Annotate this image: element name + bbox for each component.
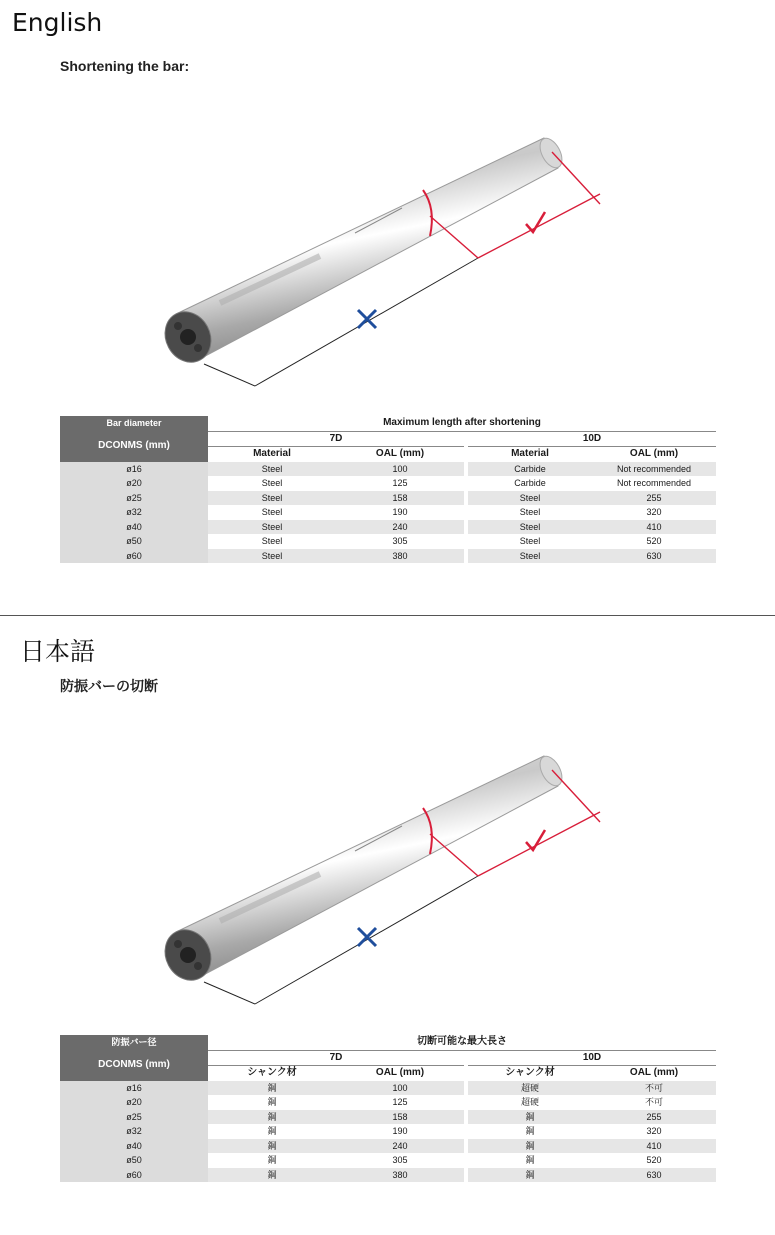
material-cell: 超硬 (468, 1081, 592, 1096)
group-7d-header: 7D (208, 1050, 464, 1066)
diameter-cell: ø20 (60, 476, 208, 491)
table-row (60, 462, 716, 477)
section-japanese (0, 616, 775, 1235)
diameter-cell: ø50 (60, 1153, 208, 1168)
oal-cell: 410 (592, 1139, 716, 1154)
spec-table (60, 1035, 716, 1182)
oal-cell: Not recommended (616, 478, 692, 488)
oal-cell: 320 (646, 507, 662, 517)
diameter-cell: ø16 (60, 462, 208, 477)
material-cell: Steel (261, 536, 283, 546)
material-header: Material (511, 448, 549, 459)
oal-cell: Not recommended (592, 462, 716, 477)
oal-cell: 320 (646, 1126, 662, 1136)
material-cell: Steel (261, 507, 283, 517)
material-cell: 鋼 (525, 1155, 535, 1165)
oal-cell: 240 (336, 1139, 464, 1154)
diameter-cell: ø25 (60, 491, 208, 506)
table-row (60, 491, 716, 506)
oal-cell: 不可 (592, 1081, 716, 1096)
material-cell: Steel (468, 491, 592, 506)
diameter-cell: ø32 (60, 1124, 208, 1139)
material-cell: 鋼 (468, 1168, 592, 1183)
material-cell: 鋼 (267, 1155, 277, 1165)
oal-cell: 240 (336, 520, 464, 535)
oal-cell: 520 (646, 1155, 662, 1165)
table-row (60, 1081, 716, 1096)
oal-header: OAL (mm) (629, 1067, 679, 1078)
oal-cell: 380 (336, 549, 464, 564)
group-10d-header: 10D (468, 1050, 716, 1066)
max-length-header: Maximum length after shortening (208, 416, 716, 431)
table-row (60, 1095, 716, 1110)
material-cell: Steel (208, 549, 336, 564)
cross-icon (358, 310, 376, 328)
diameter-cell: ø60 (60, 1168, 208, 1183)
oal-cell: 305 (392, 536, 408, 546)
oal-cell: 630 (592, 1168, 716, 1183)
diameter-cell: ø60 (60, 549, 208, 564)
cross-icon (358, 928, 376, 946)
oal-cell: 410 (592, 520, 716, 535)
check-icon (526, 830, 545, 850)
material-cell: Steel (468, 520, 592, 535)
table-row (60, 549, 716, 564)
table-row (60, 476, 716, 491)
table-row (60, 1153, 716, 1168)
oal-cell: 不可 (644, 1097, 663, 1107)
oal-header: OAL (mm) (375, 1067, 425, 1078)
material-cell: Steel (208, 520, 336, 535)
material-cell: Carbide (468, 462, 592, 477)
material-cell: Steel (468, 549, 592, 564)
material-cell: Steel (208, 462, 336, 477)
material-cell: 超硬 (520, 1097, 539, 1107)
oal-cell: 125 (392, 1097, 408, 1107)
material-cell: 鋼 (267, 1097, 277, 1107)
diameter-cell: ø50 (60, 534, 208, 549)
max-length-header: 切断可能な最大長さ (208, 1035, 716, 1050)
diameter-cell: ø32 (60, 505, 208, 520)
boring-bar-illustration (140, 128, 620, 388)
section-subtitle: 防振バーの切断 (60, 678, 158, 694)
bar-diameter-header: 防振バー径 (60, 1035, 208, 1050)
dconms-header: DCONMS (mm) (60, 1050, 208, 1081)
material-cell: Steel (208, 491, 336, 506)
diameter-cell: ø40 (60, 1139, 208, 1154)
table-row (60, 1124, 716, 1139)
material-cell: 鋼 (208, 1168, 336, 1183)
material-cell: 鋼 (208, 1139, 336, 1154)
oal-cell: 305 (392, 1155, 408, 1165)
oal-cell: 190 (392, 507, 408, 517)
diameter-cell: ø25 (60, 1110, 208, 1125)
boring-bar-illustration (140, 746, 620, 1006)
material-cell: Steel (519, 536, 541, 546)
table-row (60, 1168, 716, 1183)
group-10d-header: 10D (468, 431, 716, 447)
oal-cell: 125 (392, 478, 408, 488)
dconms-header: DCONMS (mm) (60, 431, 208, 462)
table-row (60, 1139, 716, 1154)
oal-cell: 190 (392, 1126, 408, 1136)
section-subtitle: Shortening the bar: (60, 58, 190, 74)
material-header: シャンク材 (247, 1067, 297, 1078)
material-cell: 鋼 (525, 1126, 535, 1136)
material-cell: Carbide (514, 478, 546, 488)
diameter-cell: ø16 (60, 1081, 208, 1096)
language-title: 日本語 (20, 637, 96, 666)
group-7d-header: 7D (208, 431, 464, 447)
oal-cell: 100 (336, 1081, 464, 1096)
material-cell: 鋼 (468, 1139, 592, 1154)
diameter-cell: ø40 (60, 520, 208, 535)
oal-cell: 158 (336, 1110, 464, 1125)
bar-diameter-header: Bar diameter (60, 416, 208, 431)
table-row (60, 520, 716, 535)
oal-cell: 255 (592, 1110, 716, 1125)
table-row (60, 505, 716, 520)
check-icon (526, 212, 545, 232)
oal-header: OAL (mm) (375, 448, 425, 459)
oal-header: OAL (mm) (629, 448, 679, 459)
material-cell: 鋼 (468, 1110, 592, 1125)
material-header: Material (253, 448, 291, 459)
material-cell: 鋼 (208, 1110, 336, 1125)
diameter-cell: ø20 (60, 1095, 208, 1110)
language-title: English (12, 8, 103, 37)
material-cell: Steel (261, 478, 283, 488)
oal-cell: 158 (336, 491, 464, 506)
oal-cell: 630 (592, 549, 716, 564)
spec-table (60, 416, 716, 563)
table-row (60, 534, 716, 549)
oal-cell: 520 (646, 536, 662, 546)
table-row (60, 1110, 716, 1125)
material-cell: 鋼 (267, 1126, 277, 1136)
material-cell: Steel (519, 507, 541, 517)
material-cell: 鋼 (208, 1081, 336, 1096)
oal-cell: 255 (592, 491, 716, 506)
oal-cell: 100 (336, 462, 464, 477)
oal-cell: 380 (336, 1168, 464, 1183)
section-english (0, 0, 775, 615)
material-header: シャンク材 (505, 1067, 555, 1078)
